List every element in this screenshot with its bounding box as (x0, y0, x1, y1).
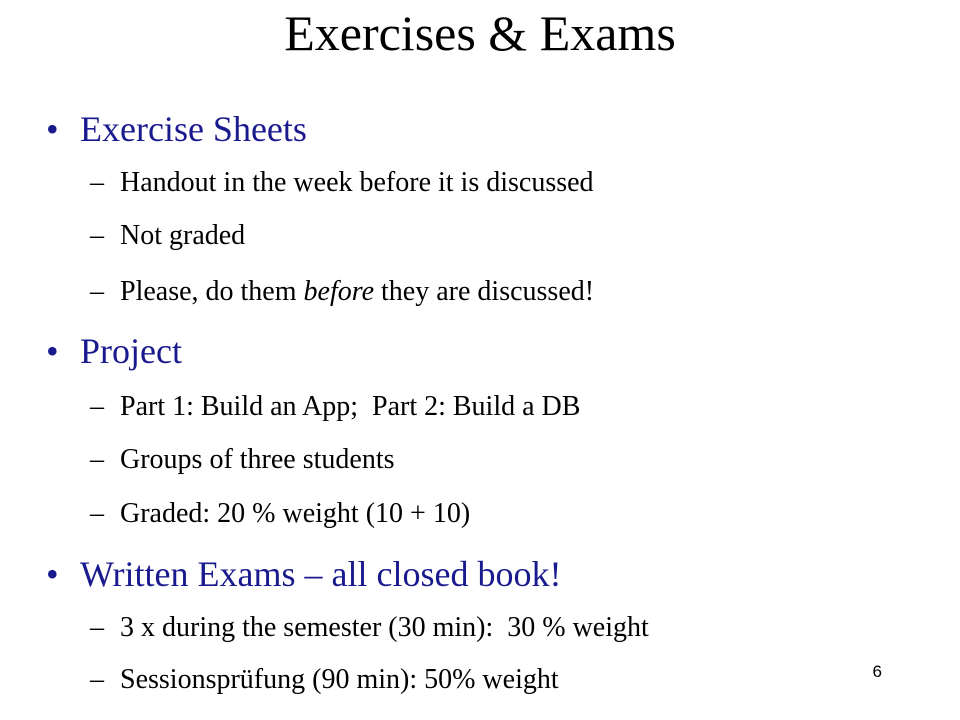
dash-icon: – (90, 220, 104, 251)
sub-item-text: Graded: 20 % weight (10 + 10) (120, 498, 471, 529)
sub-item-text: Sessionsprüfung (90 min): 50% weight (120, 664, 559, 695)
bullet-icon: • (46, 554, 59, 594)
bullet-exercise-sheets (46, 110, 307, 150)
sub-item-text: Handout in the week before it is discussed (120, 167, 594, 198)
sub-item (90, 499, 470, 530)
sub-item (90, 277, 594, 308)
sub-item (90, 221, 245, 252)
emphasis-text: before (303, 276, 375, 307)
bullet-written-exams (46, 555, 561, 595)
sub-item (90, 665, 559, 696)
sub-item-text: 3 x during the semester (30 min): 30 % weight (120, 612, 649, 643)
bullet-project (46, 332, 182, 372)
sub-item (90, 613, 649, 644)
bullet-heading: Written Exams – all closed book! (80, 554, 562, 594)
sub-item (90, 392, 580, 423)
sub-item (90, 168, 594, 199)
slide-title: Exercises & Exams (284, 5, 676, 61)
bullet-heading: Project (80, 331, 182, 371)
dash-icon: – (90, 498, 104, 529)
sub-item-text: Part 1: Build an App; Part 2: Build a DB (120, 391, 581, 422)
sub-item-text: Groups of three students (120, 444, 395, 475)
bullet-icon: • (46, 109, 59, 149)
bullet-heading: Exercise Sheets (80, 109, 307, 149)
dash-icon: – (90, 276, 104, 307)
dash-icon: – (90, 444, 104, 475)
page-number: 6 (872, 662, 882, 681)
sub-item (90, 445, 395, 476)
dash-icon: – (90, 664, 104, 695)
sub-item-text-before: Please, do them (120, 276, 304, 307)
dash-icon: – (90, 167, 104, 198)
dash-icon: – (90, 612, 104, 643)
dash-icon: – (90, 391, 104, 422)
sub-item-text: Not graded (120, 220, 246, 251)
sub-item-text-after: they are discussed! (374, 276, 595, 307)
bullet-icon: • (46, 331, 59, 371)
